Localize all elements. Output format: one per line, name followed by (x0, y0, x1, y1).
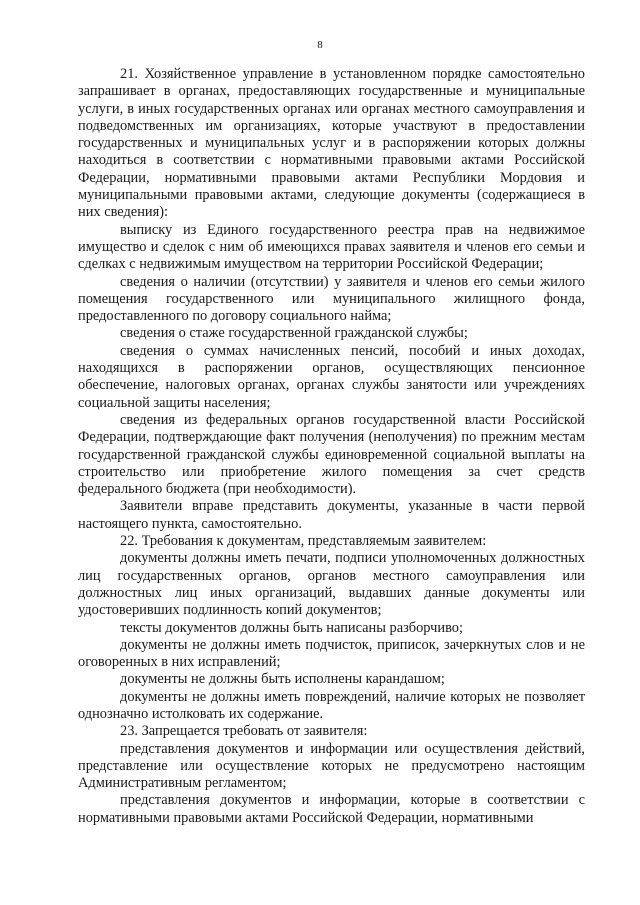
paragraph-21-intro: 21. Хозяйственное управление в установленном порядке самостоятельно запрашивает в органах, предоставляющих государственные и муниципальные услуги, в иных государственных органах или органах местного самоуправления и подведомственных им организациях, которые участвуют в предоставлении государственных и муниципальных услуг и в распоряжении которых должны находиться в соответствии с нормативными правовыми актами Российской Федерации, нормативными правовыми актами Республики Мордовия и муниципальными правовыми актами, следующие документы (содержащиеся в них сведения): (78, 66, 585, 221)
paragraph-documents-not-required: представления документов и информации или осуществления действий, представление или осуществление которых не предусмотрено настоящим Административным регламентом; (78, 740, 585, 792)
paragraph-registry-extract: выписку из Единого государственного реестра прав на недвижимое имущество и сделок с ним об имеющихся правах заявителя и членов его семьи и сделках с недвижимым имуществом на территории Российской Федерации; (78, 221, 585, 273)
paragraph-seals-signatures: документы должны иметь печати, подписи уполномоченных должностных лиц государственных органов, органов местного самоуправления или должностных лиц иных организаций, выдавших данные документы или удостоверивших подлинность копий документов; (78, 550, 585, 619)
paragraph-22-heading: 22. Требования к документам, представляемым заявителем: (120, 533, 487, 550)
page-number: 8 (317, 39, 323, 51)
paragraph-service-length: сведения о стаже государственной гражданской службы; (120, 325, 468, 342)
paragraph-no-erasures: документы не должны иметь подчисток, приписок, зачеркнутых слов и не оговоренных в них исправлений; (78, 636, 585, 671)
paragraph-no-pencil: документы не должны быть исполнены карандашом; (120, 671, 445, 688)
paragraph-federal-info: сведения из федеральных органов государственной власти Российской Федерации, подтверждающие факт получения (неполучения) по прежним местам государственной гражданской службы единовременной социальной выплаты на строительство или приобретение жилого помещения за счет средств федерального бюджета (при необходимости). (78, 411, 585, 498)
paragraph-no-damage: документы не должны иметь повреждений, наличие которых не позволяет однозначно истолковать их содержание. (78, 688, 585, 722)
paragraph-housing-info: сведения о наличии (отсутствии) у заявителя и членов его семьи жилого помещения государственного или муниципального жилищного фонда, предоставленного по договору социального найма; (78, 273, 585, 325)
paragraph-pension-info: сведения о суммах начисленных пенсий, пособий и иных доходах, находящихся в распоряжении органов, осуществляющих пенсионное обеспечение, налоговых органах, органах службы занятости или учреждениях социальной защиты населения; (78, 342, 585, 411)
paragraph-applicants-right: Заявители вправе представить документы, указанные в части первой настоящего пункта, самостоятельно. (78, 498, 585, 532)
document-body (78, 66, 585, 827)
paragraph-legible-text: тексты документов должны быть написаны разборчиво; (120, 619, 463, 636)
paragraph-23-heading: 23. Запрещается требовать от заявителя: (120, 723, 368, 740)
paragraph-documents-by-law: представления документов и информации, которые в соответствии с нормативными правовыми актами Российской Федерации, нормативными (78, 792, 585, 826)
